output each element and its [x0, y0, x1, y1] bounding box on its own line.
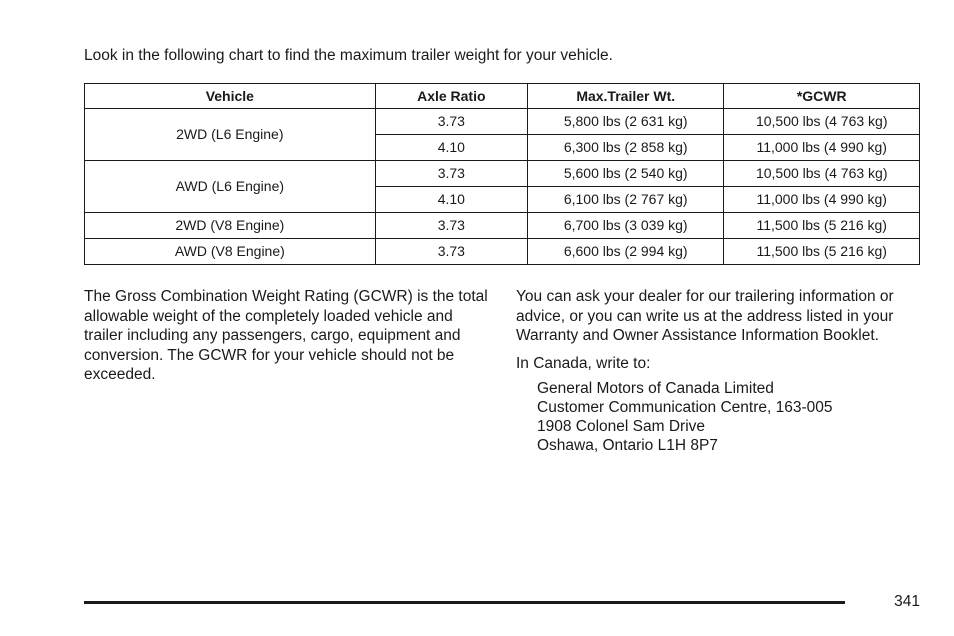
header-vehicle: Vehicle: [85, 84, 376, 109]
header-max-trailer-weight: Max.Trailer Wt.: [528, 84, 724, 109]
address-line: Oshawa, Ontario L1H 8P7: [537, 437, 718, 454]
gcwr-cell: 11,000 lbs (4 990 kg): [724, 135, 920, 161]
table-header-row: [85, 84, 920, 109]
axle-ratio-cell: 3.73: [375, 161, 527, 187]
gcwr-definition-paragraph: The Gross Combination Weight Rating (GCWR) is the total allowable weight of the completely loaded vehicle and trailer including any passengers, cargo, equipment and conversion. The GCWR for your vehicle should not be exceeded.: [84, 288, 488, 383]
axle-ratio-cell: 3.73: [375, 239, 527, 265]
axle-ratio-cell: 4.10: [375, 187, 527, 213]
header-axle-ratio: Axle Ratio: [375, 84, 527, 109]
gcwr-cell: 10,500 lbs (4 763 kg): [724, 161, 920, 187]
axle-ratio-cell: 4.10: [375, 135, 527, 161]
address-line: 1908 Colonel Sam Drive: [537, 418, 706, 435]
max-trailer-weight-cell: 6,100 lbs (2 767 kg): [528, 187, 724, 213]
max-trailer-weight-cell: 6,300 lbs (2 858 kg): [528, 135, 724, 161]
table-row: [85, 239, 920, 265]
gcwr-cell: 10,500 lbs (4 763 kg): [724, 109, 920, 135]
max-trailer-weight-cell: 6,700 lbs (3 039 kg): [528, 213, 724, 239]
footer-rule: [84, 601, 845, 604]
max-trailer-weight-cell: 5,800 lbs (2 631 kg): [528, 109, 724, 135]
axle-ratio-cell: 3.73: [375, 109, 527, 135]
table-row: [85, 161, 920, 187]
canada-intro: In Canada, write to:: [516, 354, 651, 372]
table-row: [85, 213, 920, 239]
max-trailer-weight-cell: 5,600 lbs (2 540 kg): [528, 161, 724, 187]
gcwr-cell: 11,500 lbs (5 216 kg): [724, 239, 920, 265]
table-row: [85, 109, 920, 135]
trailer-weight-table: [84, 83, 920, 265]
header-gcwr: *GCWR: [724, 84, 920, 109]
max-trailer-weight-cell: 6,600 lbs (2 994 kg): [528, 239, 724, 265]
dealer-info-column: [516, 287, 916, 455]
address-line: General Motors of Canada Limited: [537, 380, 774, 397]
vehicle-cell: AWD (V8 Engine): [85, 239, 376, 265]
intro-text: Look in the following chart to find the maximum trailer weight for your vehicle.: [84, 47, 613, 64]
gcwr-cell: 11,500 lbs (5 216 kg): [724, 213, 920, 239]
vehicle-cell: AWD (L6 Engine): [85, 161, 376, 213]
page-number: 341: [894, 593, 920, 610]
address-line: Customer Communication Centre, 163-005: [537, 399, 833, 416]
dealer-info-paragraph: You can ask your dealer for our trailering information or advice, or you can write us at the address listed in your Warranty and Owner Assistance Information Booklet.: [516, 288, 894, 344]
vehicle-cell: 2WD (V8 Engine): [85, 213, 376, 239]
gcwr-cell: 11,000 lbs (4 990 kg): [724, 187, 920, 213]
axle-ratio-cell: 3.73: [375, 213, 527, 239]
mailing-address: [537, 379, 916, 455]
vehicle-cell: 2WD (L6 Engine): [85, 109, 376, 161]
